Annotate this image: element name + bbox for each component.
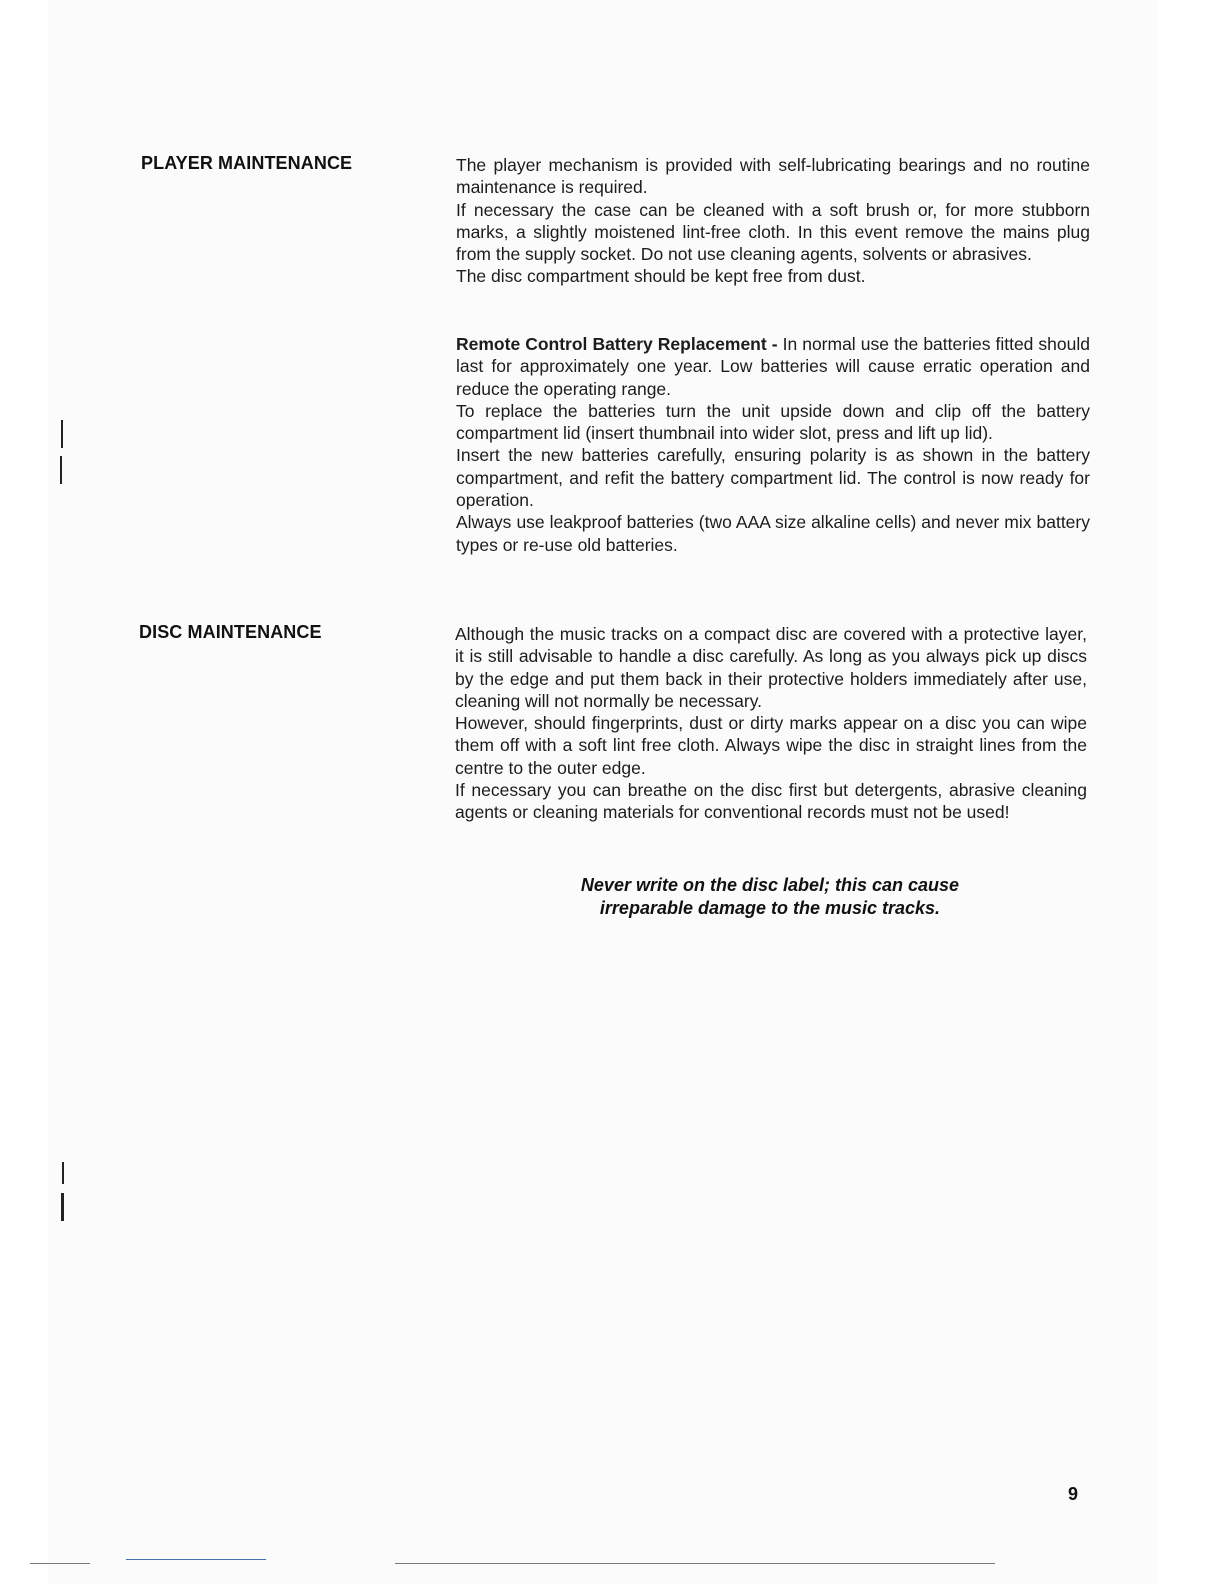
disc-maintenance-heading: DISC MAINTENANCE (139, 622, 322, 642)
margin-mark (60, 456, 62, 484)
player-maintenance-paragraph: If necessary the case can be cleaned with a soft brush or, for more stubborn marks, a slightly moistened lint-free cloth. In this event remove the mains plug from the supply socket. Do not use cleaning agents, solvents or abrasives. (456, 199, 1090, 265)
margin-mark (62, 1162, 64, 1184)
margin-mark (61, 420, 63, 448)
warning-line: Never write on the disc label; this can cause (580, 875, 960, 895)
remote-control-intro (456, 333, 1090, 400)
player-maintenance-paragraph: The disc compartment should be kept free from dust. (456, 266, 866, 287)
remote-control-paragraph: Insert the new batteries carefully, ensuring polarity is as shown in the battery compartment, and refit the battery compartment lid. The control is now ready for operation. (456, 445, 1090, 511)
margin-mark (61, 1193, 64, 1221)
remote-control-lead-text: In normal use the batteries fitted should last for approximately one year. Low batteries will cause erratic operation and reduce the operating range. (456, 334, 1090, 399)
bottom-rule (30, 1563, 90, 1564)
bottom-rule (126, 1559, 266, 1560)
remote-control-lead: Remote Control Battery Replacement - (456, 334, 778, 354)
warning-line: irreparable damage to the music tracks. (599, 898, 941, 918)
disc-maintenance-body (455, 623, 1087, 824)
remote-control-paragraph: Always use leakproof batteries (two AAA size alkaline cells) and never mix battery types or re-use old batteries. (456, 512, 1090, 555)
remote-control-body (456, 333, 1090, 556)
player-maintenance-heading: PLAYER MAINTENANCE (141, 153, 353, 173)
player-maintenance-body (456, 154, 1090, 288)
disc-maintenance-paragraph: However, should fingerprints, dust or dirty marks appear on a disc you can wipe them off with a soft lint free cloth. Always wipe the disc in straight lines from the centre to the outer edge. (455, 713, 1087, 778)
disc-maintenance-paragraph: If necessary you can breathe on the disc first but detergents, abrasive cleaning agents or cleaning materials for conventional records must not be used! (455, 780, 1087, 823)
page-number: 9 (1068, 1484, 1079, 1504)
disc-label-warning (500, 874, 1040, 920)
disc-maintenance-paragraph: Although the music tracks on a compact disc are covered with a protective layer, it is still advisable to handle a disc carefully. As long as you always pick up discs by the edge and put them back in their protective holders immediately after use, cleaning will not normally be necessary. (455, 624, 1087, 711)
bottom-rule (395, 1563, 995, 1564)
remote-control-paragraph: To replace the batteries turn the unit upside down and clip off the battery compartment lid (insert thumbnail into wider slot, press and lift up lid). (456, 400, 1090, 444)
player-maintenance-paragraph: The player mechanism is provided with self-lubricating bearings and no routine maintenance is required. (456, 155, 1090, 198)
